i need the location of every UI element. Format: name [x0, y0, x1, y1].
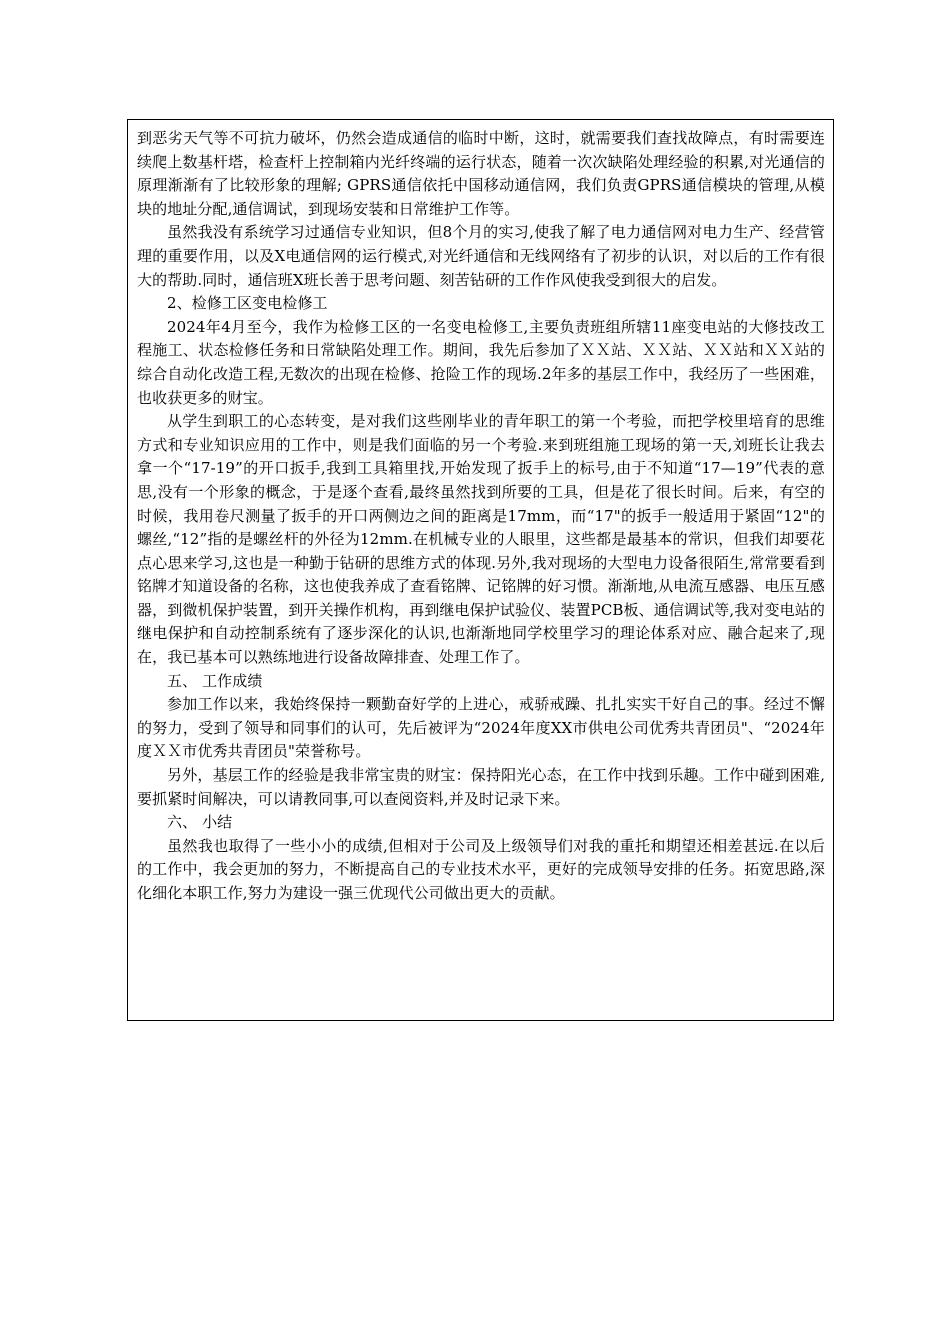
body-paragraph: 另外，基层工作的经验是我非常宝贵的财宝：保持阳光心态，在工作中找到乐趣。工作中碰到困难,要抓紧时间解决，可以请教同事,可以查阅资料,并及时记录下来。: [137, 766, 825, 808]
body-paragraph: 到恶劣天气等不可抗力破坏，仍然会造成通信的临时中断，这时，就需要我们查找故障点，有时需要连续爬上数基杆塔，检查杆上控制箱内光纤终端的运行状态，随着一次次缺陷处理经验的积累,对光通信的原理渐渐有了比较形象的理解; GPRS通信依托中国移动通信网，我们负责GPRS通信模块的管理,从模块的地址分配,通信调试，到现场安装和日常维护工作等。: [137, 129, 825, 218]
body-paragraph: 从学生到职工的心态转变，是对我们这些刚毕业的青年职工的第一个考验，而把学校里培育的思维方式和专业知识应用的工作中，则是我们面临的另一个考验.来到班组施工现场的第一天,刘班长让我去拿一个“17-19”的开口扳手,我到工具箱里找,开始发现了扳手上的标号,由于不知道“17—19”代表的意思,没有一个形象的概念，于是逐个查看,最终虽然找到所要的工具，但是花了很长时间。后来，有空的时候，我用卷尺测量了扳手的开口两侧边之间的距离是17mm，而“17"的扳手一般适用于紧固“12"的螺丝,“12”指的是螺丝杆的外径为12mm.在机械专业的人眼里，这些都是最基本的常识，但我们却要花点心思来学习,这也是一种勤于钻研的思维方式的体现.另外,我对现场的大型电力设备很陌生,常常要看到铭牌才知道设备的名称，这也使我养成了查看铭牌、记铭牌的好习惯。渐渐地,从电流互感器、电压互感器，到微机保护装置，到开关操作机构，再到继电保护试验仪、装置PCB板、通信调试等,我对变电站的继电保护和自动控制系统有了逐步深化的认识,也渐渐地同学校里学习的理论体系对应、融合起来了,现在，我已基本可以熟练地进行设备故障排查、处理工作了。: [137, 412, 825, 667]
body-paragraph: 虽然我没有系统学习过通信专业知识，但8个月的实习,使我了解了电力通信网对电力生产、经营管理的重要作用，以及X电通信网的运行模式,对光纤通信和无线网络有了初步的认识，对以后的工作有很大的帮助.同时，通信班X班长善于思考问题、刻苦钻研的工作作风使我受到很大的启发。: [137, 223, 825, 289]
body-paragraph: 2024年4月至今，我作为检修工区的一名变电检修工,主要负责班组所辖11座变电站的大修技改工程施工、状态检修任务和日常缺陷处理工作。期间，我先后参加了ＸＸ站、ＸＸ站、ＸＸ站和ＸＸ站的综合自动化改造工程,无数次的出现在检修、抢险工作的现场.2年多的基层工作中，我经历了一些困难，也收获更多的财宝。: [137, 317, 825, 407]
document-table-cell: [127, 119, 834, 1021]
body-paragraph: 参加工作以来，我始终保持一颗勤奋好学的上进心，戒骄戒躁、扎扎实实干好自己的事。经过不懈的努力，受到了领导和同事们的认可，先后被评为“2024年度XX市供电公司优秀共青团员"、“2024年度ＸＸ市优秀共青团员"荣誉称号。: [137, 695, 825, 761]
section-heading: 五、 工作成绩: [167, 671, 263, 690]
section-heading: 六、 小结: [167, 813, 233, 832]
section-heading: 2、检修工区变电检修工: [167, 294, 328, 313]
body-paragraph: 虽然我也取得了一些小小的成绩,但相对于公司及上级领导们对我的重托和期望还相差甚远.在以后的工作中，我会更加的努力，不断提高自己的专业技术水平，更好的完成领导安排的任务。拓宽思路,深化细化本职工作,努力为建设一强三优现代公司做出更大的贡献。: [137, 836, 825, 902]
